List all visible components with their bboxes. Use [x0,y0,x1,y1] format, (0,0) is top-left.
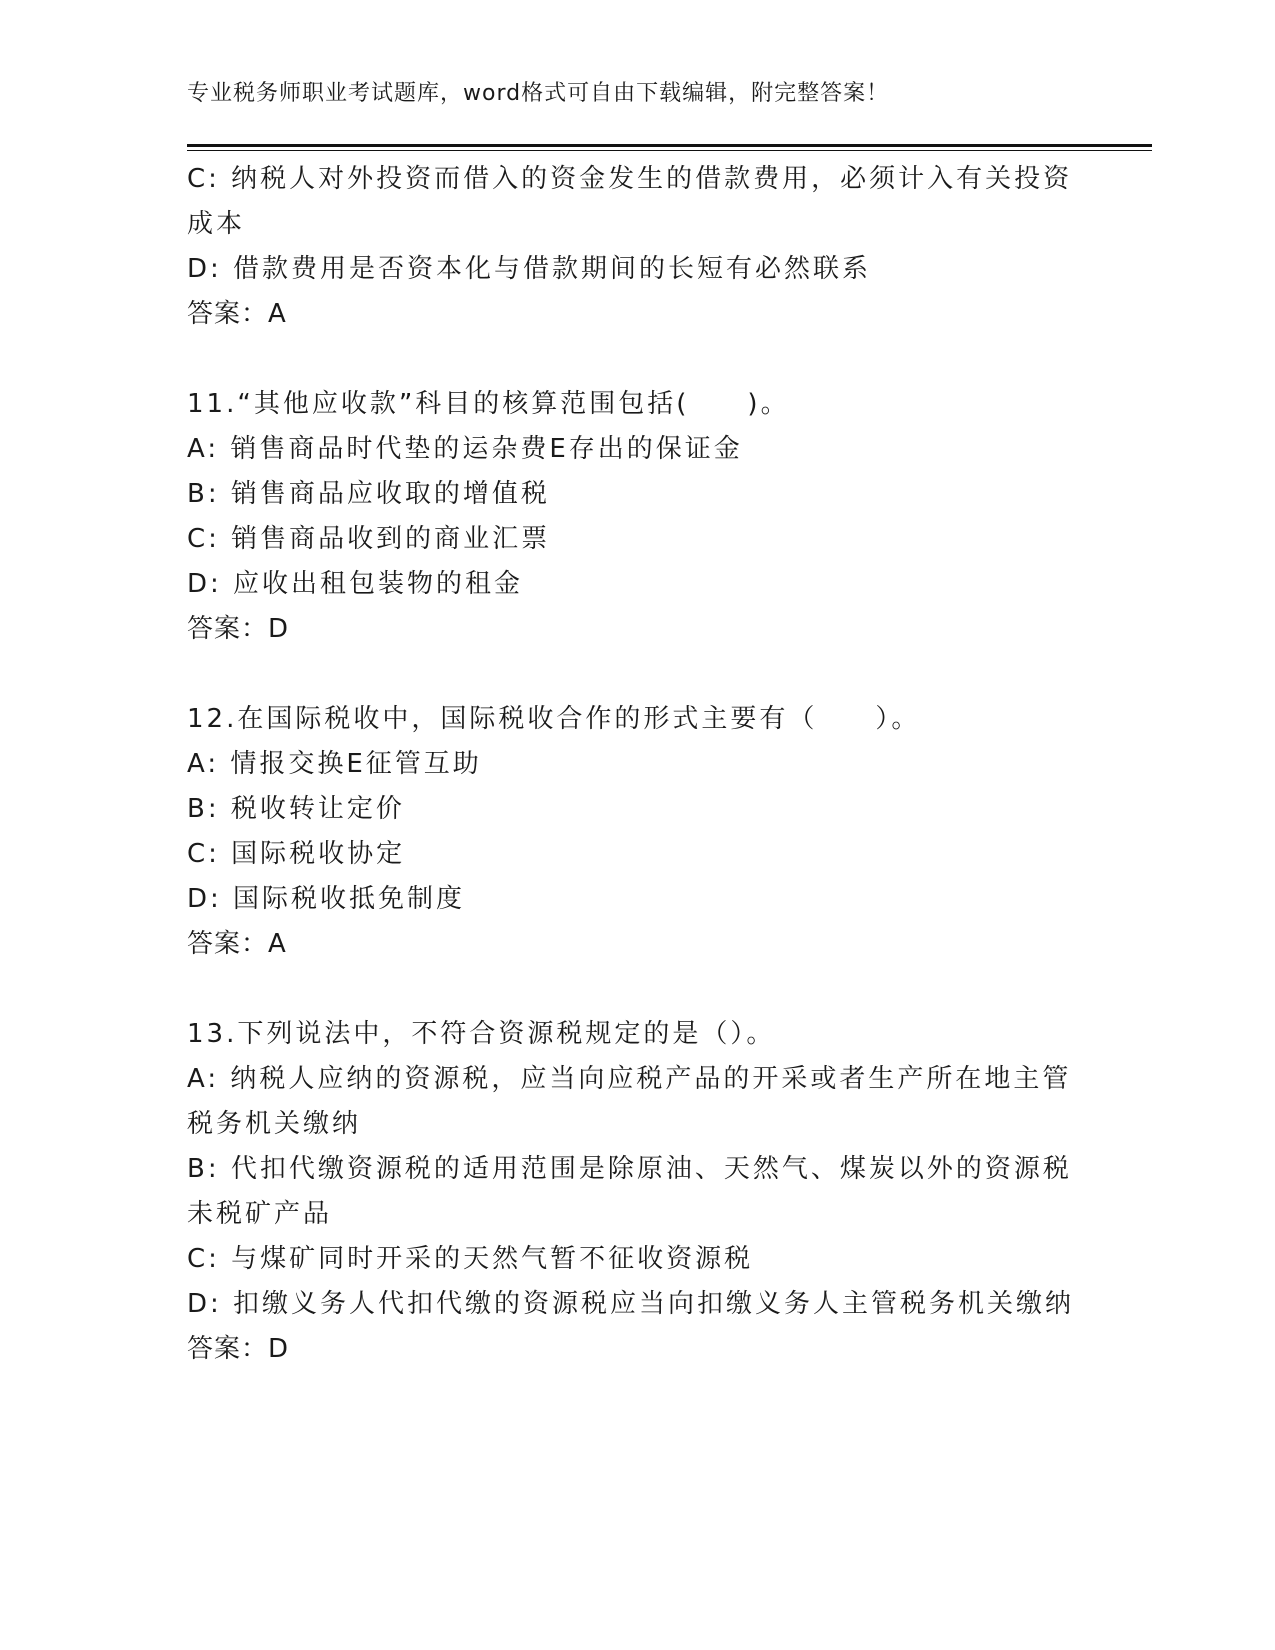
option-a: A: 销售商品时代垫的运杂费E存出的保证金 [187,434,743,464]
answer: 答案：A [187,299,287,329]
answer: 答案：D [187,614,290,644]
option-c: C: 国际税收协定 [187,839,406,869]
question-12 [187,697,1077,967]
question-stem: 11.“其他应收款”科目的核算范围包括( )。 [187,389,790,419]
option-b: B: 销售商品应收取的增值税 [187,479,550,509]
option-c: C: 与煤矿同时开采的天然气暂不征收资源税 [187,1244,754,1274]
question-stem: 12.在国际税收中，国际税收合作的形式主要有（ ）。 [187,704,921,734]
header-rule-thick [187,144,1152,147]
option-b: B: 代扣代缴资源税的适用范围是除原油、天然气、煤炭以外的资源税 [187,1154,1072,1184]
question-content [187,157,1077,1372]
question-stem: 13.下列说法中，不符合资源税规定的是（）。 [187,1019,776,1049]
option-d: D: 扣缴义务人代扣代缴的资源税应当向扣缴义务人主管税务机关缴纳 [187,1289,1075,1319]
option-c: C: 销售商品收到的商业汇票 [187,524,551,554]
option-c-continuation: 成本 [187,209,246,239]
option-b-continuation: 未税矿产品 [187,1199,333,1229]
question-13 [187,1012,1077,1372]
option-d: D: 国际税收抵免制度 [187,884,466,914]
question-11 [187,382,1077,652]
option-a-continuation: 税务机关缴纳 [187,1109,362,1139]
answer: 答案：A [187,929,287,959]
answer: 答案：D [187,1334,290,1364]
page-header: 专业税务师职业考试题库，word格式可自由下载编辑，附完整答案！ [187,81,890,106]
option-a: A: 纳税人应纳的资源税，应当向应税产品的开采或者生产所在地主管 [187,1064,1072,1094]
prev-question-block [187,157,1077,337]
option-d: D: 应收出租包装物的租金 [187,569,524,599]
option-d: D: 借款费用是否资本化与借款期间的长短有必然联系 [187,254,872,284]
header-rule-thin [187,150,1152,151]
option-b: B: 税收转让定价 [187,794,405,824]
option-c: C: 纳税人对外投资而借入的资金发生的借款费用，必须计入有关投资 [187,164,1073,194]
option-a: A: 情报交换E征管互助 [187,749,482,779]
